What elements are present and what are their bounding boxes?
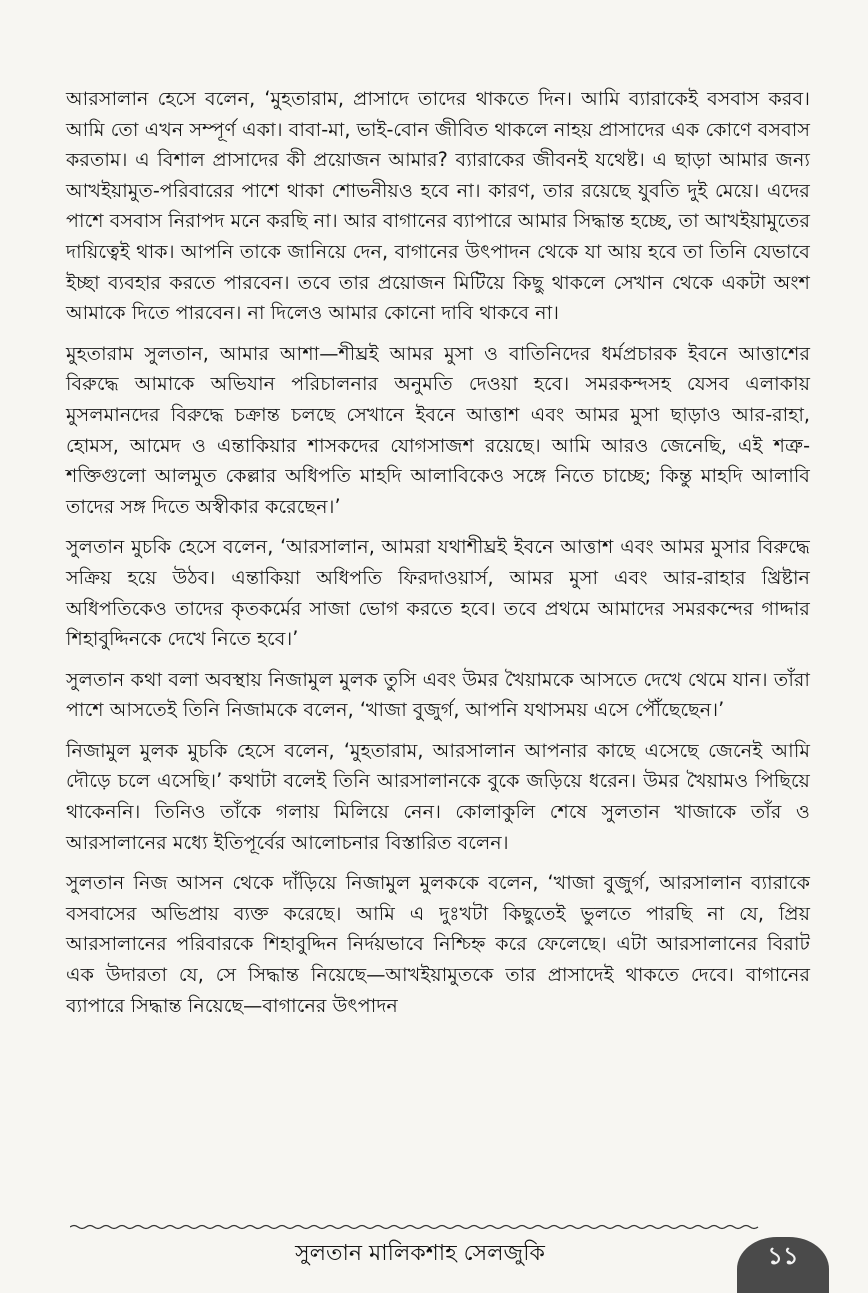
running-title: সুলতান মালিকশাহ সেলজুকি	[295, 1241, 545, 1266]
footer-divider	[70, 1224, 760, 1230]
page-number: ১১	[767, 1242, 799, 1270]
page-footer	[0, 1237, 868, 1276]
body-text	[66, 84, 810, 1031]
page-number-badge	[737, 1237, 829, 1293]
paragraph-4: সুলতান কথা বলা অবস্থায় নিজামুল মুলক তুসি এবং উমর খৈয়ামকে আসতে দেখে থেমে যান। তাঁরা পাশে আসতেই তিনি নিজামকে বলেন, ‘খাজা বুজুর্গ, আপনি যথাসময় এসে পৌঁছেছেন।’	[66, 667, 810, 722]
paragraph-1: আরসালান হেসে বলেন, ‘মুহতারাম, প্রাসাদে তাদের থাকতে দিন। আমি ব্যারাকেই বসবাস করব। আমি তো এখন সম্পূর্ণ একা। বাবা-মা, ভাই-বোন জীবিত থাকলে নাহয় প্রাসাদের এক কোণে বসবাস করতাম। এ বিশাল প্রাসাদের কী প্রয়োজন আমার? ব্যারাকের জীবনই যথেষ্ট। এ ছাড়া আমার জন্য আখইয়ামুত-পরিবারের পাশে থাকা শোভনীয়ও হবে না। কারণ, তার রয়েছে যুবতি দুই মেয়ে। এদের পাশে বসবাস নিরাপদ মনে করছি না। আর বাগানের ব্যাপারে আমার সিদ্ধান্ত হচ্ছে, তা আখইয়ামুতের দায়িত্বেই থাক। আপনি তাকে জানিয়ে দেন, বাগানের উৎপাদন থেকে যা আয় হবে তা তিনি যেভাবে ইচ্ছা ব্যবহার করতে পারবেন। তবে তার প্রয়োজন মিটিয়ে কিছু থাকলে সেখান থেকে একটা অংশ আমাকে দিতে পারবেন। না দিলেও আমার কোনো দাবি থাকবে না।	[66, 87, 810, 325]
paragraph-3: সুলতান মুচকি হেসে বলেন, ‘আরসালান, আমরা যথাশীঘ্রই ইবনে আত্তাশ এবং আমর মুসার বিরুদ্ধে সক্রিয় হয়ে উঠব। এন্তাকিয়া অধিপতি ফিরদাওয়ার্স, আমর মুসা এবং আর-রাহার খ্রিষ্টান অধিপতিকেও তাদের কৃতকর্মের সাজা ভোগ করতে হবে। তবে প্রথমে আমাদের সমরকন্দের গাদ্দার শিহাবুদ্দিনকে দেখে নিতে হবে।’	[66, 535, 810, 651]
paragraph-2: মুহতারাম সুলতান, আমার আশা—শীঘ্রই আমর মুসা ও বাতিনিদের ধর্মপ্রচারক ইবনে আত্তাশের বিরুদ্ধে আমাকে অভিযান পরিচালনার অনুমতি দেওয়া হবে। সমরকন্দসহ যেসব এলাকায় মুসলমানদের বিরুদ্ধে চক্রান্ত চলছে সেখানে ইবনে আত্তাশ এবং আমর মুসা ছাড়াও আর-রাহা, হোমস, আমেদ ও এন্তাকিয়ার শাসকদের যোগসাজশ রয়েছে। আমি আরও জেনেছি, এই শত্রু-শক্তিগুলো আলমুত কেল্লার অধিপতি মাহদি আলাবিকেও সঙ্গে নিতে চাচ্ছে; কিন্তু মাহদি আলাবি তাদের সঙ্গ দিতে অস্বীকার করেছেন।’	[66, 341, 810, 518]
paragraph-6: সুলতান নিজ আসন থেকে দাঁড়িয়ে নিজামুল মুলককে বলেন, ‘খাজা বুজুর্গ, আরসালান ব্যারাকে বসবাসের অভিপ্রায় ব্যক্ত করেছে। আমি এ দুঃখটা কিছুতেই ভুলতে পারছি না যে, প্রিয় আরসালানের পরিবারকে শিহাবুদ্দিন নির্দয়ভাবে নিশ্চিহ্ন করে ফেলেছে। এটা আরসালানের বিরাট এক উদারতা যে, সে সিদ্ধান্ত নিয়েছে—আখইয়ামুতকে তার প্রাসাদেই থাকতে দেবে। বাগানের ব্যাপারে সিদ্ধান্ত নিয়েছে—বাগানের উৎপাদন	[66, 871, 810, 1017]
paragraph-5: নিজামুল মুলক মুচকি হেসে বলেন, ‘মুহতারাম, আরসালান আপনার কাছে এসেছে জেনেই আমি দৌড়ে চলে এসেছি।’ কথাটা বলেই তিনি আরসালানকে বুকে জড়িয়ে ধরেন। উমর খৈয়ামও পিছিয়ে থাকেননি। তিনিও তাঁকে গলায় মিলিয়ে নেন। কোলাকুলি শেষে সুলতান খাজাকে তাঁর ও আরসালানের মধ্যে ইতিপূর্বের আলোচনার বিস্তারিত বলেন।	[66, 738, 810, 854]
